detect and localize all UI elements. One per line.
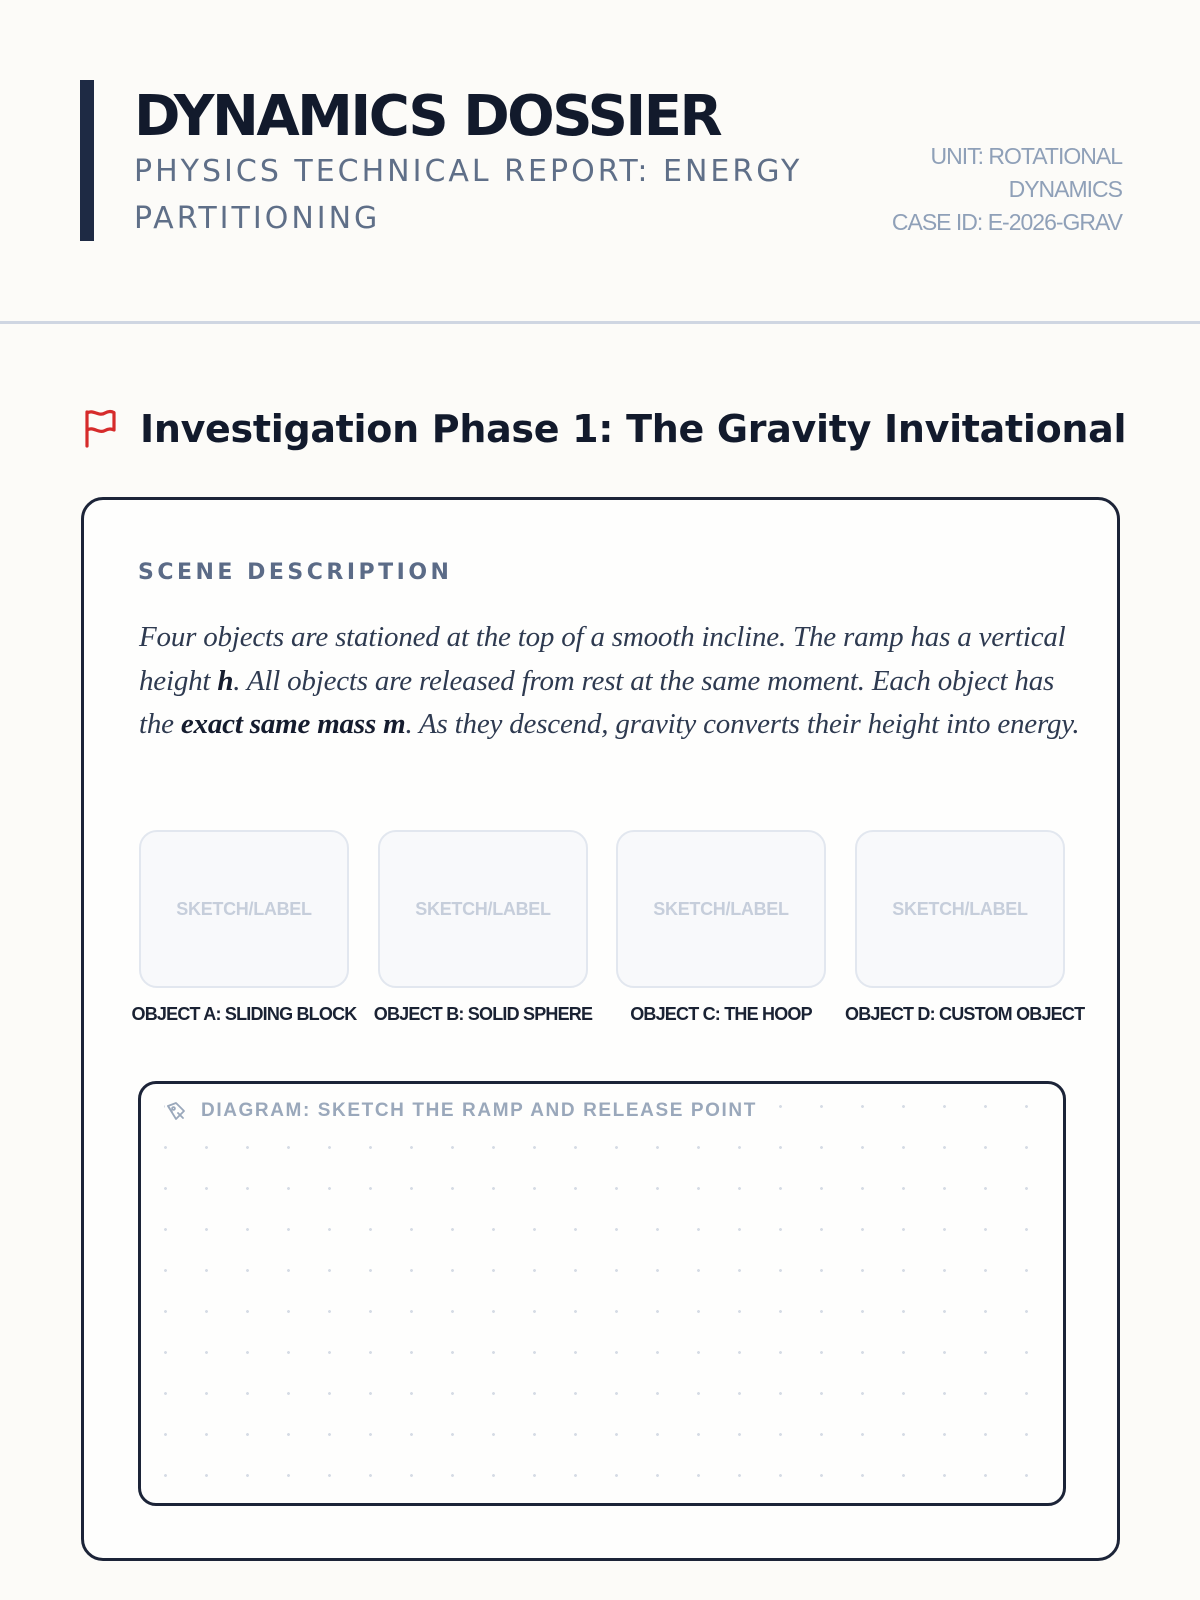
object-a bbox=[131, 830, 357, 1025]
scene-text-mass-emphasis: exact same mass m bbox=[180, 708, 406, 740]
page-subtitle: PHYSICS TECHNICAL REPORT: ENERGY PARTITIONING bbox=[134, 154, 803, 236]
object-b bbox=[373, 830, 593, 1025]
scene-description-label: SCENE DESCRIPTION bbox=[138, 560, 453, 585]
case-id: CASE ID: E-2026-GRAV bbox=[891, 209, 1122, 235]
scene-text-part: . As they descend, gravity converts their height into energy. bbox=[405, 708, 1080, 740]
scene-description-text bbox=[139, 616, 1084, 747]
flag-icon bbox=[82, 409, 118, 449]
unit-label-line1: UNIT: ROTATIONAL bbox=[930, 143, 1122, 169]
sketch-box-object-b[interactable]: SKETCH/LABEL bbox=[378, 830, 588, 988]
sketch-box-object-c[interactable]: SKETCH/LABEL bbox=[616, 830, 826, 988]
sketch-box-object-a[interactable]: SKETCH/LABEL bbox=[139, 830, 349, 988]
section-heading bbox=[82, 404, 1126, 454]
object-c bbox=[616, 830, 826, 1025]
section-title: Investigation Phase 1: The Gravity Invitational bbox=[140, 407, 1127, 451]
scene-text-part: Four objects are stationed at the top of a smooth incline. The ramp has a vertical height bbox=[139, 621, 1066, 697]
page-title: DYNAMICS DOSSIER bbox=[134, 84, 721, 149]
object-a-label: OBJECT A: SLIDING BLOCK bbox=[131, 1004, 357, 1024]
object-d-label: OBJECT D: CUSTOM OBJECT bbox=[845, 1004, 1085, 1024]
diagram-label: DIAGRAM: SKETCH THE RAMP AND RELEASE POINT bbox=[201, 1100, 757, 1121]
object-b-label: OBJECT B: SOLID SPHERE bbox=[373, 1004, 593, 1024]
sketch-box-object-d[interactable]: SKETCH/LABEL bbox=[855, 830, 1065, 988]
unit-label-line2: DYNAMICS bbox=[1008, 176, 1122, 202]
scene-text-part: . All objects are released from rest at the same moment. Each object has the bbox=[139, 664, 1055, 740]
object-c-label: OBJECT C: THE HOOP bbox=[630, 1004, 812, 1024]
report-header bbox=[0, 0, 1200, 324]
diagram-sketch-area[interactable] bbox=[138, 1081, 1066, 1506]
pencil-icon bbox=[165, 1100, 187, 1122]
object-d bbox=[845, 830, 1085, 1025]
header-accent-bar bbox=[80, 80, 94, 241]
report-meta bbox=[822, 140, 1122, 239]
diagram-header bbox=[165, 1100, 767, 1122]
scene-card bbox=[81, 497, 1120, 1561]
scene-text-height-var: h bbox=[217, 664, 234, 697]
object-grid bbox=[131, 830, 1085, 1030]
